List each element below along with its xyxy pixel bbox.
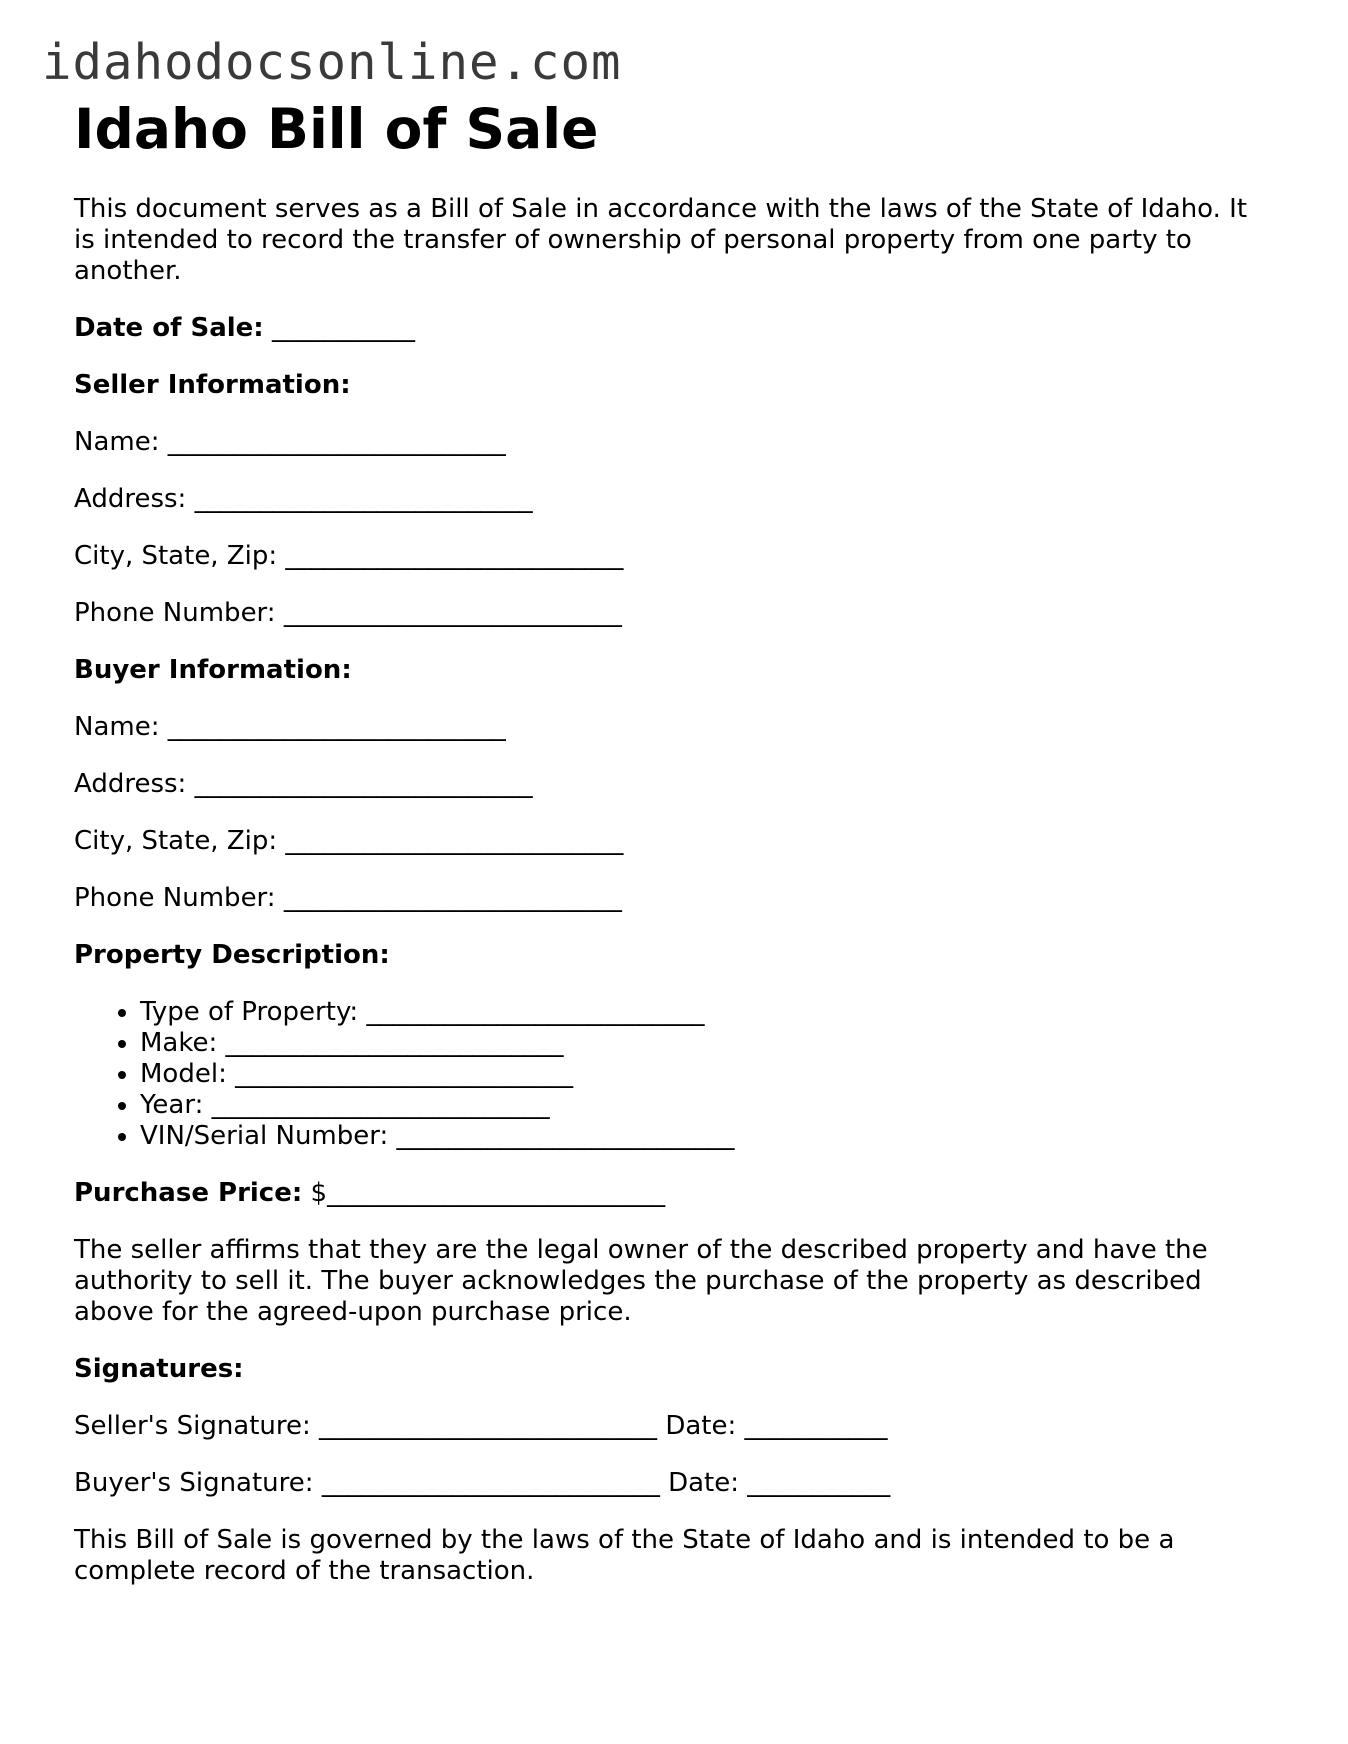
signatures-heading: Signatures: [74, 1354, 244, 1384]
watermark: idahodocsonline.com [42, 34, 622, 91]
buyer-name-label: Name: [74, 712, 160, 742]
buyer-name-line [74, 712, 1274, 743]
property-make-blank[interactable]: __________________________ [225, 1028, 564, 1058]
buyer-signature-blank[interactable]: __________________________ [321, 1468, 660, 1498]
seller-name-blank[interactable]: __________________________ [167, 427, 506, 457]
buyer-address-blank[interactable]: __________________________ [194, 769, 533, 799]
seller-phone-line [74, 598, 1274, 629]
currency-symbol: $ [310, 1178, 328, 1208]
purchase-price-blank[interactable]: __________________________ [327, 1178, 666, 1208]
seller-heading: Seller Information: [74, 370, 351, 400]
seller-phone-label: Phone Number: [74, 598, 276, 628]
property-model-blank[interactable]: __________________________ [235, 1059, 574, 1089]
property-item [140, 1121, 1274, 1152]
date-of-sale-blank[interactable]: ___________ [271, 313, 415, 343]
seller-address-line [74, 484, 1274, 515]
date-of-sale-line [74, 313, 1274, 344]
buyer-phone-blank[interactable]: __________________________ [283, 883, 622, 913]
buyer-city-blank[interactable]: __________________________ [285, 826, 624, 856]
seller-signature-label: Seller's Signature: [74, 1411, 311, 1441]
seller-city-blank[interactable]: __________________________ [285, 541, 624, 571]
seller-signature-blank[interactable]: __________________________ [319, 1411, 658, 1441]
seller-name-label: Name: [74, 427, 160, 457]
property-vin-blank[interactable]: __________________________ [396, 1121, 735, 1151]
buyer-address-line [74, 769, 1274, 800]
property-item-label: VIN/Serial Number: [140, 1121, 389, 1151]
intro-paragraph: This document serves as a Bill of Sale in accordance with the laws of the State of Idaho. It is intended to record the transfer of ownership of personal property from one party to another. [74, 194, 1248, 286]
buyer-city-line [74, 826, 1274, 857]
property-item-label: Model: [140, 1059, 227, 1089]
seller-city-label: City, State, Zip: [74, 541, 278, 571]
property-item [140, 1090, 1274, 1121]
property-item [140, 1028, 1274, 1059]
date-of-sale-label: Date of Sale: [74, 313, 264, 343]
buyer-signature-label: Buyer's Signature: [74, 1468, 314, 1498]
buyer-heading: Buyer Information: [74, 655, 352, 685]
buyer-name-blank[interactable]: __________________________ [167, 712, 506, 742]
property-year-blank[interactable]: __________________________ [211, 1090, 550, 1120]
seller-address-blank[interactable]: __________________________ [194, 484, 533, 514]
closing-paragraph: This Bill of Sale is governed by the laws of the State of Idaho and is intended to be a complete record of the transaction. [74, 1525, 1175, 1586]
affirmation-paragraph: The seller affirms that they are the legal owner of the described property and have the authority to sell it. The buyer acknowledges the purchase of the property as described above for the agreed-upon purchase price. [74, 1235, 1208, 1327]
document-body [74, 96, 1274, 1587]
property-item [140, 1059, 1274, 1090]
purchase-price-label: Purchase Price: [74, 1178, 303, 1208]
seller-date-label: Date: [665, 1411, 737, 1441]
seller-signature-line [74, 1411, 1274, 1442]
buyer-city-label: City, State, Zip: [74, 826, 278, 856]
buyer-phone-line [74, 883, 1274, 914]
seller-date-blank[interactable]: ___________ [744, 1411, 888, 1441]
property-type-blank[interactable]: __________________________ [366, 997, 705, 1027]
property-item-label: Year: [140, 1090, 204, 1120]
seller-address-label: Address: [74, 484, 187, 514]
buyer-date-blank[interactable]: ___________ [747, 1468, 891, 1498]
seller-name-line [74, 427, 1274, 458]
buyer-address-label: Address: [74, 769, 187, 799]
property-heading: Property Description: [74, 940, 390, 970]
buyer-signature-line [74, 1468, 1274, 1499]
purchase-price-line [74, 1178, 1274, 1209]
property-item [140, 997, 1274, 1028]
buyer-phone-label: Phone Number: [74, 883, 276, 913]
property-item-label: Type of Property: [140, 997, 359, 1027]
buyer-date-label: Date: [668, 1468, 739, 1498]
document-title: Idaho Bill of Sale [74, 97, 599, 161]
seller-city-line [74, 541, 1274, 572]
property-list [74, 997, 1274, 1152]
property-item-label: Make: [140, 1028, 218, 1058]
seller-phone-blank[interactable]: __________________________ [283, 598, 622, 628]
